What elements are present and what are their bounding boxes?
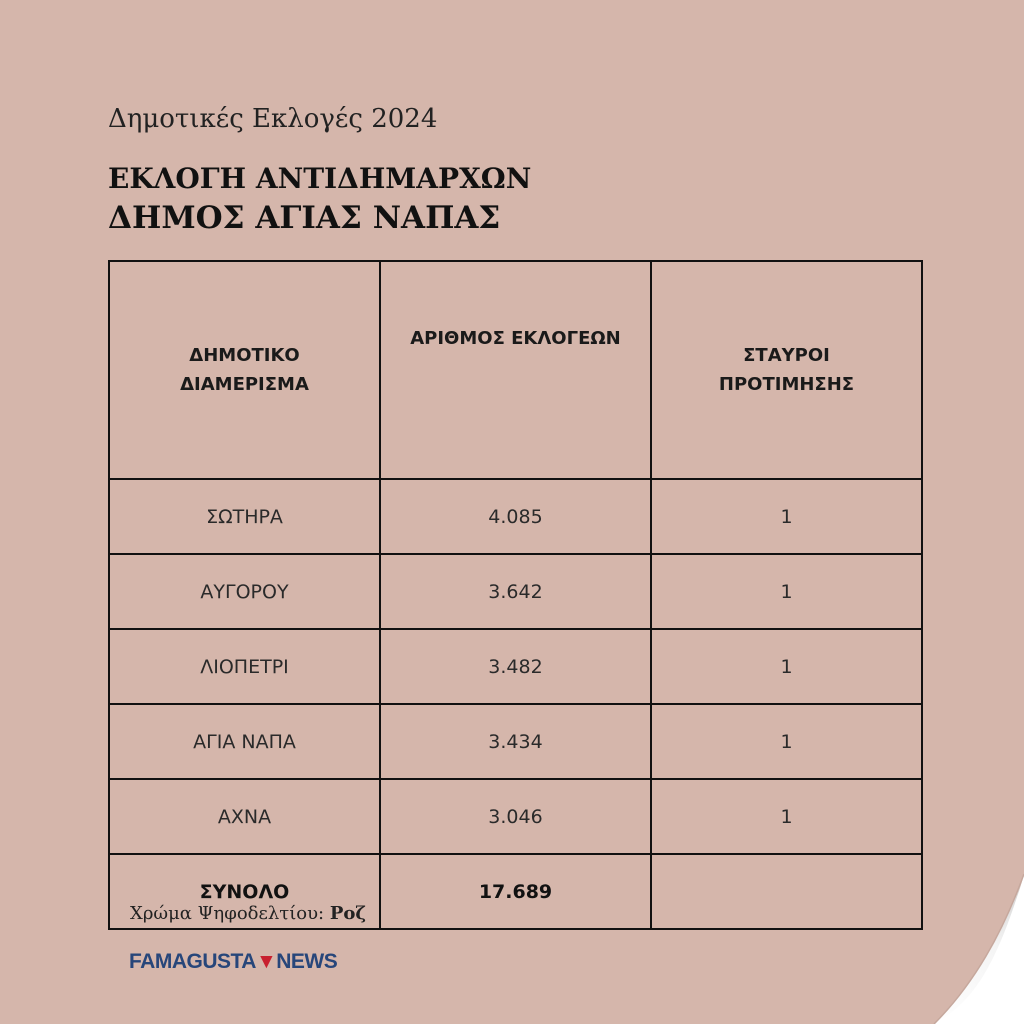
page-subtitle: Δημοτικές Εκλογές 2024 <box>108 104 438 134</box>
table-header-row <box>109 261 922 479</box>
cell-district: ΛΙΟΠΕΤΡΙ <box>109 629 380 704</box>
cell-voters: 3.642 <box>380 554 651 629</box>
table-row <box>109 479 922 554</box>
header-district <box>109 261 380 479</box>
logo-separator-icon: ▼ <box>255 950 277 973</box>
header-voters <box>380 261 651 479</box>
table-row <box>109 629 922 704</box>
cell-crosses: 1 <box>651 629 922 704</box>
ballot-color-value: Ροζ <box>329 903 367 924</box>
cell-crosses: 1 <box>651 554 922 629</box>
voters-table <box>108 260 923 930</box>
famagusta-news-logo <box>129 950 337 974</box>
cell-voters: 3.046 <box>380 779 651 854</box>
header-district-line1: ΔΗΜΟΤΙΚΟ <box>189 345 300 366</box>
cell-voters: 4.085 <box>380 479 651 554</box>
header-crosses-line2: ΠΡΟΤΙΜΗΣΗΣ <box>718 374 855 395</box>
cell-voters: 3.482 <box>380 629 651 704</box>
cell-district: ΣΩΤΗΡΑ <box>109 479 380 554</box>
header-crosses-line1: ΣΤΑΥΡΟΙ <box>743 345 830 366</box>
cell-district: ΑΓΙΑ ΝΑΠΑ <box>109 704 380 779</box>
cell-crosses: 1 <box>651 779 922 854</box>
logo-news: NEWS <box>276 950 338 973</box>
total-voters: 17.689 <box>380 854 651 929</box>
total-label: ΣΥΝΟΛΟ <box>109 854 380 929</box>
cell-voters: 3.434 <box>380 704 651 779</box>
page-title-line1: ΕΚΛΟΓΗ ΑΝΤΙΔΗΜΑΡΧΩΝ <box>108 162 532 195</box>
table-row <box>109 704 922 779</box>
cell-crosses: 1 <box>651 479 922 554</box>
page-curl-icon <box>874 874 1024 1024</box>
logo-famagusta: FAMAGUSTA <box>129 950 256 973</box>
header-district-line2: ΔΙΑΜΕΡΙΣΜΑ <box>180 374 309 395</box>
cell-district: ΑΧΝΑ <box>109 779 380 854</box>
table-row <box>109 779 922 854</box>
cell-district: ΑΥΓΟΡΟΥ <box>109 554 380 629</box>
cell-crosses: 1 <box>651 704 922 779</box>
page-title-line2: ΔΗΜΟΣ ΑΓΙΑΣ ΝΑΠΑΣ <box>108 200 501 236</box>
header-crosses <box>651 261 922 479</box>
ballot-color-note <box>130 903 366 924</box>
table-row <box>109 554 922 629</box>
ballot-color-label: Χρώμα Ψηφοδελτίου: <box>130 903 330 924</box>
header-voters-label: ΑΡΙΘΜΟΣ ΕΚΛΟΓΕΩΝ <box>410 328 621 349</box>
